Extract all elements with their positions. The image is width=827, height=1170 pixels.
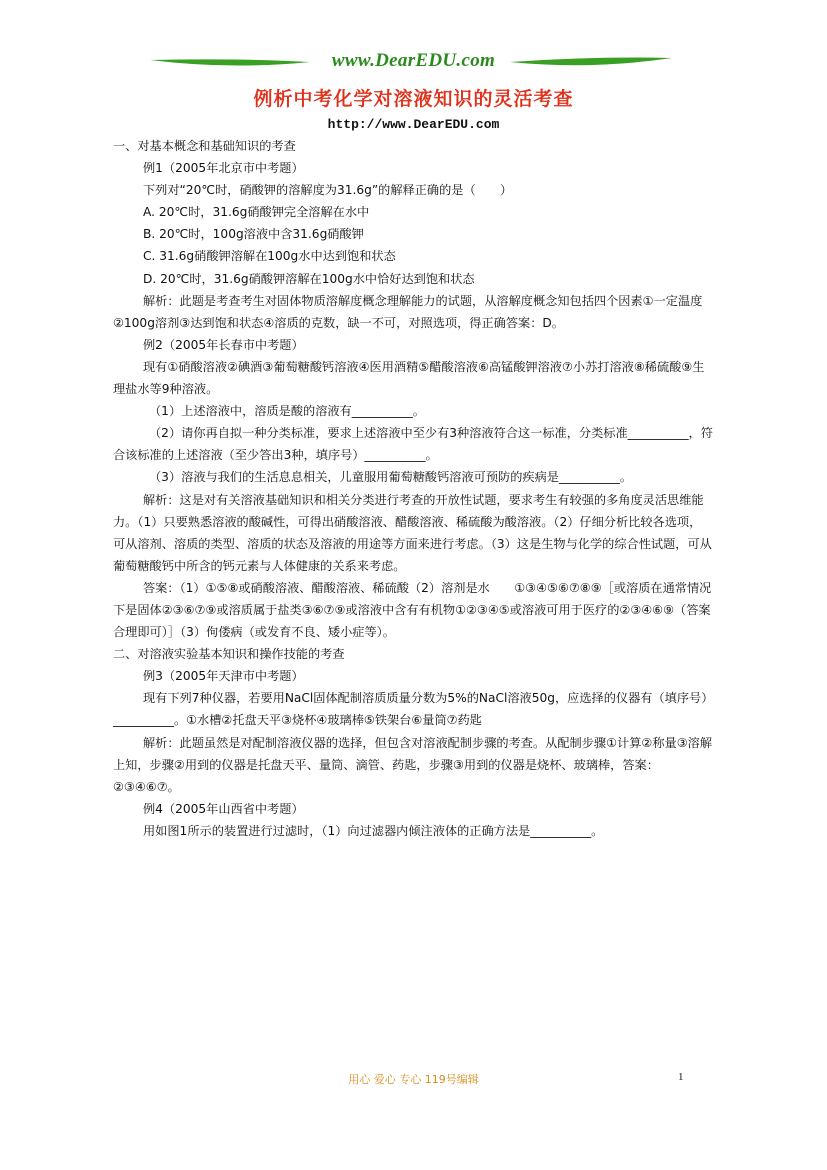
paragraph: （2）请你再自拟一种分类标准，要求上述溶液中至少有3种溶液符合这一标准，分类标准__________，符合该标准的上述溶液（至少答出3种，填序号）__________。: [113, 426, 713, 463]
paragraph: 例4（2005年山西省中考题）: [143, 801, 304, 816]
paragraph: （3）溶液与我们的生活息息相关，儿童服用葡萄糖酸钙溶液可预防的疾病是__________。: [149, 470, 633, 485]
footer-note: 用心 爱心 专心 119号编辑: [348, 1073, 479, 1086]
site-url: http://www.DearEDU.com: [327, 117, 500, 132]
paragraph: 例3（2005年天津市中考题）: [143, 669, 304, 684]
page-number: 1: [678, 1071, 684, 1083]
paragraph: 解析：此题虽然是对配制溶液仪器的选择，但包含对溶液配制步骤的考查。从配制步骤①计算②称量③溶解上知，步骤②用到的仪器是托盘天平、量筒、滴管、药匙，步骤③用到的仪器是烧杯、玻璃棒，答案：②③④⑥⑦。: [113, 735, 713, 794]
paragraph: B. 20℃时，100g溶液中含31.6g硝酸钾: [143, 227, 364, 242]
paragraph: D. 20℃时，31.6g硝酸钾溶解在100g水中恰好达到饱和状态: [143, 271, 475, 286]
paragraph: C. 31.6g硝酸钾溶解在100g水中达到饱和状态: [143, 249, 396, 264]
paragraph: 现有下列7种仪器，若要用NaCl固体配制溶质质量分数为5%的NaCl溶液50g，应选择的仪器有（填序号）__________。①水槽②托盘天平③烧杯④玻璃棒⑤铁架台⑥量筒⑦药匙: [113, 691, 708, 728]
paragraph: （1）上述溶液中，溶质是酸的溶液有__________。: [149, 404, 425, 419]
paragraph: 一、对基本概念和基础知识的考查: [113, 139, 296, 153]
page-header: [0, 0, 827, 80]
paragraph: 下列对“20℃时，硝酸钾的溶解度为31.6g”的解释正确的是（ ）: [143, 183, 513, 198]
paragraph: A. 20℃时，31.6g硝酸钾完全溶解在水中: [143, 205, 370, 220]
site-brand: www.DearEDU.com: [331, 50, 496, 71]
paragraph: 解析：此题是考查考生对固体物质溶解度概念理解能力的试题，从溶解度概念知包括四个因素①一定温度②100g溶剂③达到饱和状态④溶质的克数，缺一不可，对照选项，得正确答案：D。: [113, 293, 703, 330]
paragraph: 解析：这是对有关溶液基础知识和相关分类进行考查的开放性试题，要求考生有较强的多角度灵活思维能力。（1）只要熟悉溶液的酸碱性，可得出硝酸溶液、醋酸溶液、稀硫酸为酸溶液。（2）仔细分析比较各选项，可从溶剂、溶质的类型、溶质的状态及溶液的用途等方面来进行考虑。（3）这是生物与化学的综合性试题，可从葡萄糖酸钙中所含的钙元素与人体健康的关系来考虑。: [113, 492, 712, 573]
paragraph: 用如图1所示的装置进行过滤时，（1）向过滤器内倾注液体的正确方法是__________。: [143, 823, 604, 838]
paragraph: 例1（2005年北京市中考题）: [143, 161, 304, 176]
page-title: 例析中考化学对溶液知识的灵活考查: [253, 88, 574, 110]
paragraph: 二、对溶液实验基本知识和操作技能的考查: [113, 647, 345, 662]
article-body: [113, 135, 713, 842]
paragraph: 例2（2005年长春市中考题）: [143, 337, 304, 352]
paragraph: 现有①硝酸溶液②碘酒③葡萄糖酸钙溶液④医用酒精⑤醋酸溶液⑥高锰酸钾溶液⑦小苏打溶液⑧稀硫酸⑨生理盐水等9种溶液。: [113, 359, 705, 397]
paragraph: 答案：（1）①⑤⑧或硝酸溶液、醋酸溶液、稀硫酸（2）溶剂是水 ①③④⑤⑥⑦⑧⑨［或溶质在通常情况下是固体②③⑥⑦⑨或溶质属于盐类③⑥⑦⑨或溶液中含有有机物①②③④⑤或溶液可用于医疗的②③④⑥⑨（答案合理即可）］（3）佝偻病（或发育不良、矮小症等）。: [113, 580, 712, 640]
